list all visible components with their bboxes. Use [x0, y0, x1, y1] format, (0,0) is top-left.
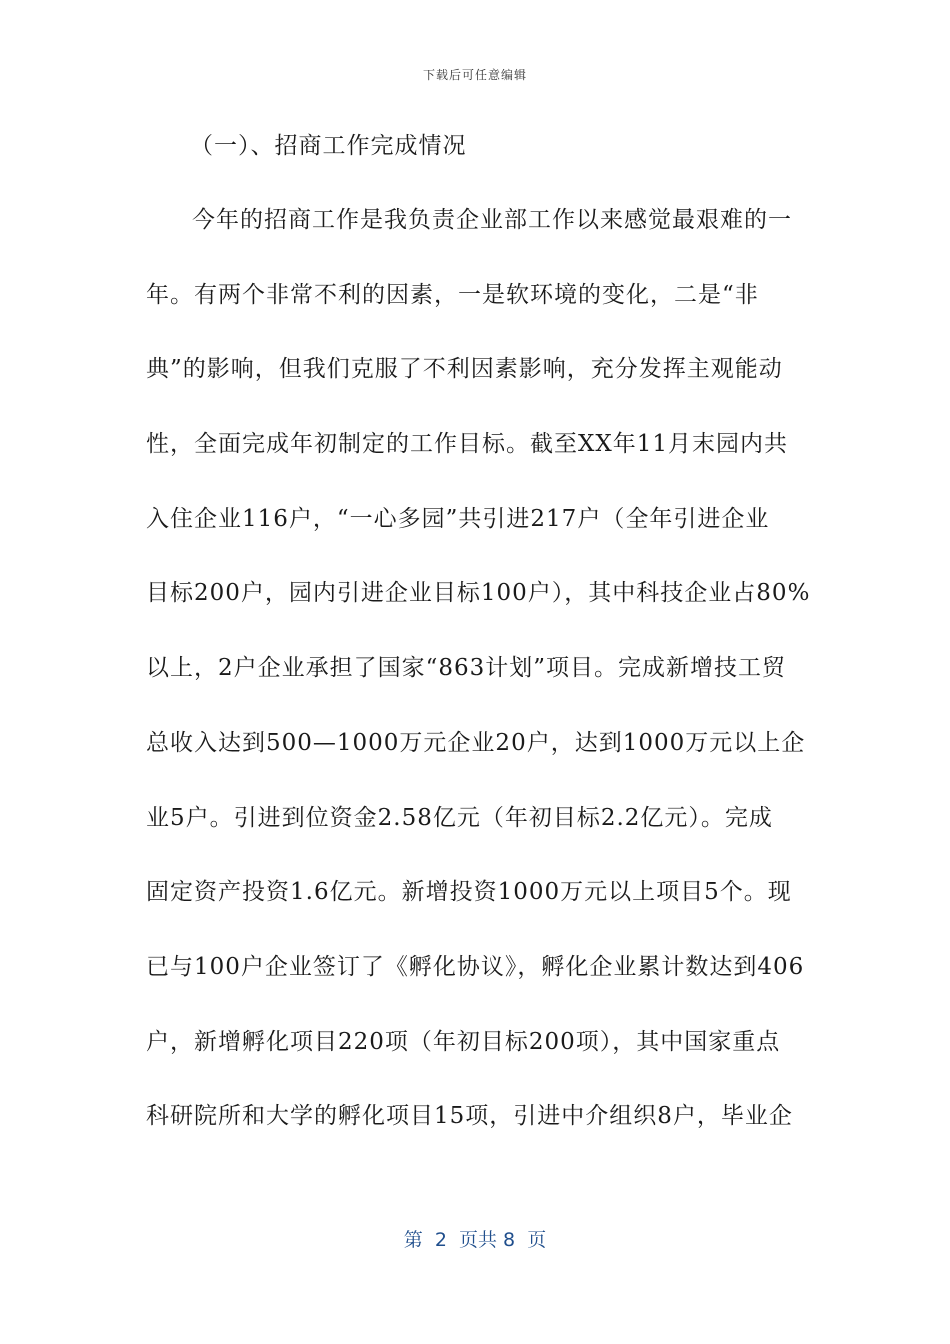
text-line: 科研院所和大学的孵化项目15项，引进中介组织8户，毕业企 [146, 1103, 793, 1130]
header-note: 下载后可任意编辑 [422, 68, 527, 82]
body-paragraph [146, 202, 826, 1173]
text-line: 典”的影响，但我们克服了不利因素影响，充分发挥主观能动 [146, 356, 783, 383]
text-line: 今年的招商工作是我负责企业部工作以来感觉最艰难的一 [192, 207, 792, 233]
text-line: 入住企业116户，“一心多园”共引进217户（全年引进企业 [146, 505, 770, 532]
text-line: 总收入达到500—1000万元企业20户，达到1000万元以上企 [146, 729, 806, 756]
text-line: 性，全面完成年初制定的工作目标。截至XX年11月末园内共 [146, 431, 789, 458]
text-line: 业5户。引进到位资金2.58亿元（年初目标2.2亿元）。完成 [146, 804, 773, 831]
text-line: 年。有两个非常不利的因素，一是软环境的变化，二是“非 [146, 281, 759, 308]
text-line: 固定资产投资1.6亿元。新增投资1000万元以上项目5个。现 [146, 879, 792, 906]
text-line: 已与100户企业签订了《孵化协议》，孵化企业累计数达到406 [146, 953, 805, 980]
text-line: 户，新增孵化项目220项（年初目标200项），其中国家重点 [146, 1028, 781, 1055]
page-number-footer: 第 2 页共 8 页 [403, 1229, 547, 1251]
section-heading: （一）、招商工作完成情况 [190, 133, 467, 159]
text-line: 目标200户，园内引进企业目标100户），其中科技企业占80% [146, 580, 811, 607]
text-line: 以上，2户企业承担了国家“863计划”项目。完成新增技工贸 [146, 655, 787, 682]
